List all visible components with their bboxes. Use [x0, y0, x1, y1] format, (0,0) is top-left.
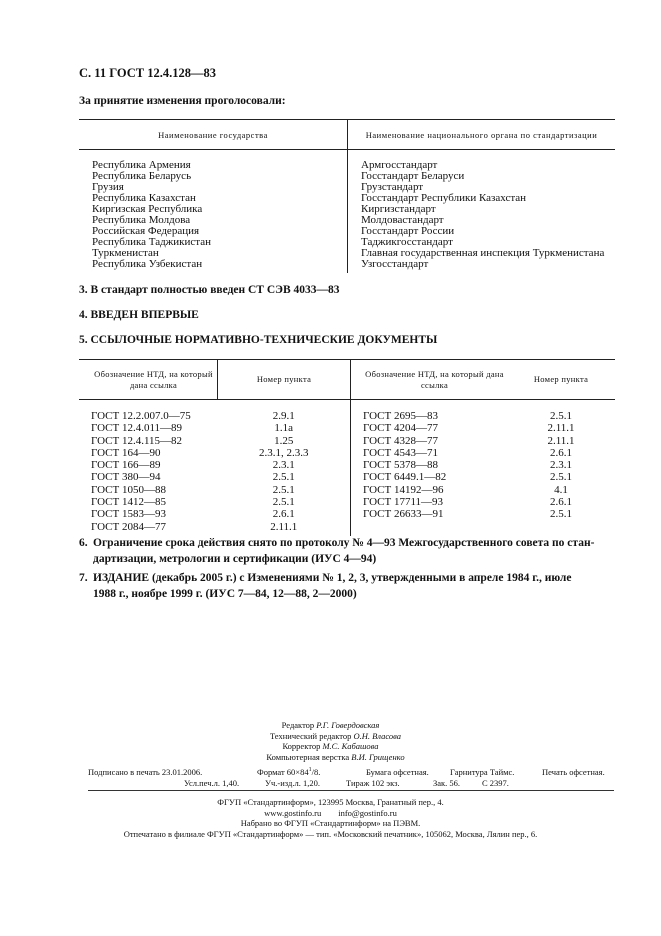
vote-cell-body: Таджикгосстандарт: [361, 236, 453, 248]
ref-item-left: 2.11.1: [218, 521, 351, 536]
ref-item-right: 2.11.1: [547, 422, 575, 435]
print-sheets: Усл.печ.л. 1,40.: [184, 778, 240, 788]
print-run: Тираж 102 экз.: [346, 778, 400, 788]
print-paper: Бумага офсетная.: [366, 767, 429, 777]
print-signed: Подписано в печать 23.01.2006.: [88, 767, 203, 777]
ref-item-left: 2.5.1: [218, 496, 351, 508]
ref-col-doc-right: Обозначение НТД, на который дана ссылка: [351, 360, 508, 400]
table-row: [79, 447, 615, 459]
imprint-typeset: Набрано во ФГУП «Стандартинформ» на ПЭВМ.: [240, 818, 421, 828]
ref-doc-left: ГОСТ 1050—88: [91, 483, 166, 496]
ref-doc-right: ГОСТ 4543—71: [363, 446, 438, 459]
ref-item-right: 2.5.1: [550, 508, 572, 521]
ref-doc-right: ГОСТ 4204—77: [363, 422, 438, 435]
ref-item-left: 2.3.1: [218, 459, 351, 471]
vote-cell-body: Грузстандарт: [361, 181, 424, 193]
vote-cell-state: Республика Узбекистан: [79, 259, 348, 273]
imprint-web: www.gostinfo.ru info@gostinfo.ru: [264, 807, 397, 818]
vote-cell-state: Республика Таджикистан: [79, 237, 348, 248]
ref-doc-left: ГОСТ 164—90: [91, 446, 161, 459]
table-row: [79, 484, 615, 496]
section-7: [79, 570, 619, 602]
page-header: С. 11 ГОСТ 12.4.128—83: [79, 66, 216, 80]
table-row: [79, 459, 615, 471]
credits: [0, 720, 661, 762]
ref-doc-left: ГОСТ 2084—77: [91, 520, 166, 533]
vote-cell-body: Армгосстандарт: [361, 159, 438, 171]
ref-col-item-left: Номер пункта: [218, 360, 351, 400]
ref-item-left: 2.5.1: [218, 471, 351, 483]
vote-cell-body: Госстандарт Республики Казахстан: [361, 192, 527, 204]
vote-cell-state: Грузия: [79, 182, 348, 193]
section-7-line-1: ИЗДАНИЕ (декабрь 2005 г.) с Изменениями № 1, 2, 3, утвержденными в апреле 1984 г., июле: [93, 572, 572, 584]
imprint-divider: [88, 790, 614, 791]
ref-col-item-right: Номер пункта: [507, 360, 615, 400]
vote-cell-state: Республика Армения: [79, 150, 348, 172]
table-row: [79, 400, 615, 423]
ref-doc-right: ГОСТ 4328—77: [363, 434, 438, 447]
print-font: Гарнитура Таймс.: [450, 767, 515, 777]
vote-cell-state: Республика Казахстан: [79, 193, 348, 204]
ref-doc-left: ГОСТ 1583—93: [91, 508, 166, 521]
vote-cell-state: Республика Беларусь: [79, 171, 348, 182]
print-method: Печать офсетная.: [542, 767, 605, 777]
reference-table: [79, 359, 615, 536]
table-row: [79, 259, 615, 273]
ref-item-right: 2.6.1: [550, 496, 572, 509]
section-7-number: 7.: [79, 572, 88, 584]
vote-table: [79, 119, 615, 273]
table-row: [79, 508, 615, 520]
ref-item-right: 2.5.1: [550, 410, 572, 422]
vote-cell-body: Узгосстандарт: [361, 258, 429, 270]
vote-col-body: Наименование национального органа по стандартизации: [348, 120, 616, 150]
ref-doc-right: ГОСТ 5378—88: [363, 459, 438, 472]
print-code: С 2397.: [482, 778, 509, 788]
credit-tech-editor: Технический редактор О.Н. Власова: [269, 730, 402, 741]
table-row: [79, 521, 615, 536]
ref-doc-right: ГОСТ 2695—83: [363, 410, 438, 422]
ref-doc-right: [351, 521, 508, 536]
vote-cell-body: Киргизстандарт: [361, 203, 436, 215]
vote-col-state: Наименование государства: [79, 120, 348, 150]
section-7-line-2: 1988 г., ноябре 1999 г. (ИУС 7—84, 12—88, 2—2000): [93, 588, 357, 600]
section-6-line-2: дартизации, метрологии и сертификации (ИУС 4—94): [93, 553, 377, 565]
ref-doc-left: ГОСТ 12.4.011—89: [91, 422, 183, 435]
imprint: [0, 797, 661, 839]
ref-item-right: 2.11.1: [547, 434, 575, 447]
table-row: [79, 471, 615, 483]
imprint-printed: Отпечатано в филиале ФГУП «Стандартинформ» — тип. «Московский печатник», 105062, Москва, Лялин пер., 6.: [123, 828, 538, 839]
ref-doc-left: ГОСТ 380—94: [91, 471, 161, 484]
ref-item-left: 1.25: [218, 435, 351, 447]
credit-editor: Редактор Р.Г. Говердовская: [281, 720, 380, 730]
section-6: [79, 535, 619, 567]
vote-cell-state: Туркменистан: [79, 248, 348, 259]
ref-item-left: 2.9.1: [218, 400, 351, 423]
section-5: 5. ССЫЛОЧНЫЕ НОРМАТИВНО-ТЕХНИЧЕСКИЕ ДОКУМЕНТЫ: [79, 334, 438, 346]
ref-item-right: 2.6.1: [550, 446, 572, 459]
ref-doc-left: ГОСТ 12.4.115—82: [91, 434, 183, 447]
section-4: 4. ВВЕДЕН ВПЕРВЫЕ: [79, 309, 199, 321]
ref-item-right: 2.3.1: [550, 459, 572, 472]
vote-cell-state: Киргизская Республика: [79, 204, 348, 215]
print-order: Зак. 56.: [433, 778, 461, 788]
ref-item-left: 2.6.1: [218, 508, 351, 520]
table-row: [79, 496, 615, 508]
ref-doc-left: ГОСТ 12.2.007.0—75: [91, 410, 191, 422]
ref-doc-left: ГОСТ 166—89: [91, 459, 161, 472]
ref-item-right: 2.5.1: [550, 471, 572, 484]
credit-layout: Компьютерная верстка В.И. Грищенко: [266, 751, 405, 762]
vote-cell-body: Главная государственная инспекция Туркменистана: [361, 247, 605, 259]
imprint-publisher: ФГУП «Стандартинформ», 123995 Москва, Гранатный пер., 4.: [217, 797, 444, 807]
ref-item-left: 2.5.1: [218, 484, 351, 496]
vote-cell-state: Российская Федерация: [79, 226, 348, 237]
vote-cell-body: Госстандарт Беларуси: [361, 170, 465, 182]
ref-doc-right: ГОСТ 17711—93: [363, 496, 444, 509]
table-row: [79, 435, 615, 447]
table-row: [79, 422, 615, 434]
section-6-number: 6.: [79, 537, 88, 549]
vote-cell-state: Республика Молдова: [79, 215, 348, 226]
ref-doc-right: ГОСТ 14192—96: [363, 483, 444, 496]
ref-doc-right: ГОСТ 6449.1—82: [363, 471, 447, 484]
vote-cell-body: Госстандарт России: [361, 225, 455, 237]
section-6-line-1: Ограничение срока действия снято по протоколу № 4—93 Межгосударственного совета по стан-: [93, 537, 595, 549]
vote-cell-body: Молдовастандарт: [361, 214, 444, 226]
credit-corrector: Корректор М.С. Кабашова: [282, 741, 379, 751]
print-format: Формат $60\times 84^1/8$.: [257, 767, 321, 777]
ref-item-right: [507, 521, 615, 536]
ref-item-left: 2.3.1, 2.3.3: [218, 447, 351, 459]
vote-title: За принятие изменения проголосовали:: [79, 95, 286, 107]
ref-doc-right: ГОСТ 26633—91: [363, 508, 444, 521]
table-row: [79, 150, 615, 172]
ref-item-right: 4.1: [554, 483, 568, 496]
ref-item-left: 1.1а: [218, 422, 351, 434]
print-sheets2: Уч.-изд.л. 1,20.: [265, 778, 320, 788]
ref-col-doc-left: Обозначение НТД, на который дана ссылка: [79, 360, 218, 400]
section-3: 3. В стандарт полностью введен СТ СЭВ 4033—83: [79, 284, 340, 296]
table-row: [79, 171, 615, 182]
ref-doc-left: ГОСТ 1412—85: [91, 496, 166, 509]
